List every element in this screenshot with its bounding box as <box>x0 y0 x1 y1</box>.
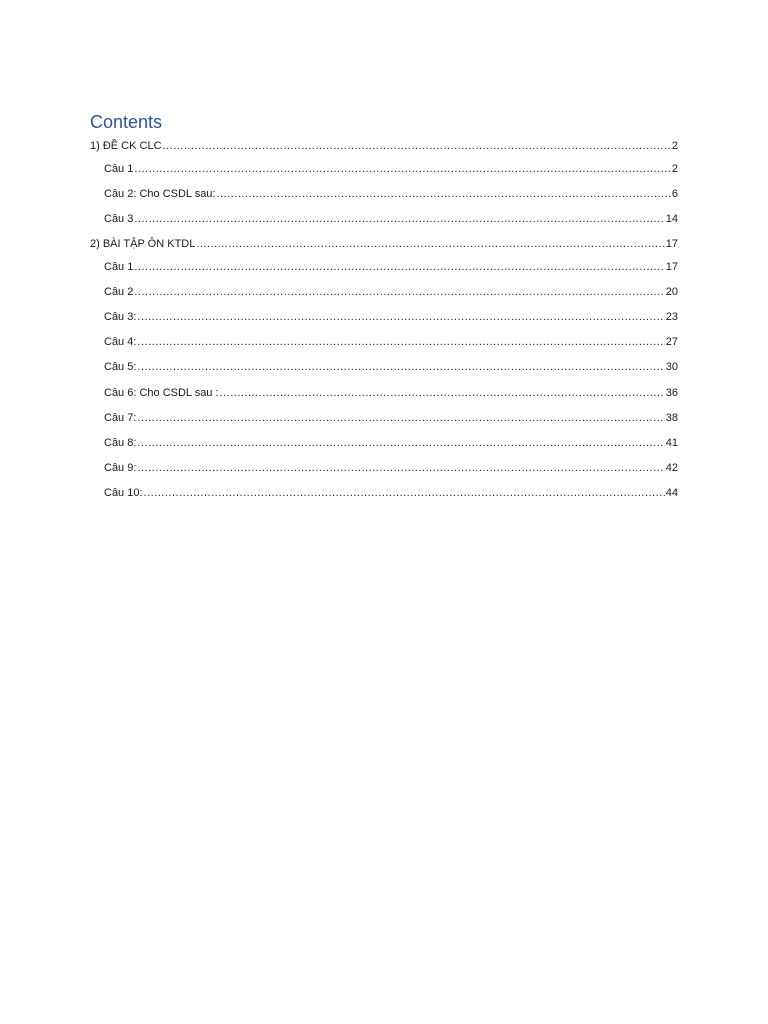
toc-page-number: 17 <box>665 260 678 273</box>
toc-list <box>90 135 678 506</box>
toc-page-number: 23 <box>665 310 678 323</box>
toc-entry[interactable] <box>90 305 678 330</box>
toc-page-number: 14 <box>665 213 678 226</box>
toc-page-number: 2 <box>671 140 678 152</box>
toc-entry-label: Câu 7: <box>104 411 137 424</box>
toc-dot-leader <box>137 305 664 330</box>
toc-dot-leader <box>137 456 664 481</box>
toc-dot-leader <box>137 330 664 355</box>
toc-page-number: 20 <box>665 285 678 298</box>
toc-entry[interactable] <box>90 135 678 157</box>
toc-dot-leader <box>137 431 664 456</box>
toc-entry-label: Câu 2: Cho CSDL sau: <box>104 188 216 201</box>
toc-entry[interactable] <box>90 481 678 506</box>
toc-page-number: 44 <box>665 487 678 500</box>
toc-entry[interactable] <box>90 207 678 232</box>
toc-dot-leader <box>134 207 664 232</box>
toc-entry-label: Câu 3: <box>104 310 137 323</box>
toc-dot-leader <box>163 135 671 157</box>
toc-entry-label: Câu 8: <box>104 436 137 449</box>
toc-entry-label: 2) BÀI TẬP ÔN KTDL <box>90 237 196 250</box>
toc-entry[interactable] <box>90 255 678 280</box>
toc-page-number: 41 <box>665 436 678 449</box>
toc-dot-leader <box>137 406 664 431</box>
toc-entry-label: Câu 6: Cho CSDL sau : <box>104 386 219 399</box>
toc-page-number: 6 <box>671 188 678 201</box>
toc-page-number: 2 <box>671 163 678 175</box>
toc-entry[interactable] <box>90 381 678 406</box>
toc-dot-leader <box>196 233 664 255</box>
toc-dot-leader <box>134 157 671 182</box>
toc-dot-leader <box>220 381 665 406</box>
toc-entry-label: Câu 9: <box>104 462 137 475</box>
toc-dot-leader <box>216 182 670 207</box>
toc-page-number: 38 <box>665 411 678 424</box>
toc-page-number: 27 <box>665 336 678 349</box>
toc-entry[interactable] <box>90 406 678 431</box>
toc-page-number: 36 <box>665 386 678 399</box>
toc-entry-label: Câu 10: <box>104 487 143 500</box>
toc-entry-label: Câu 3 <box>104 213 134 226</box>
table-of-contents <box>90 110 678 506</box>
toc-page-number: 30 <box>665 361 678 374</box>
toc-page-number: 42 <box>665 462 678 475</box>
toc-entry[interactable] <box>90 157 678 182</box>
toc-dot-leader <box>137 355 664 380</box>
toc-entry[interactable] <box>90 355 678 380</box>
toc-entry-label: Câu 5: <box>104 361 137 374</box>
toc-entry-label: Câu 1 <box>104 163 134 175</box>
toc-entry[interactable] <box>90 233 678 255</box>
toc-dot-leader <box>134 280 664 305</box>
toc-entry[interactable] <box>90 431 678 456</box>
toc-entry[interactable] <box>90 456 678 481</box>
toc-entry-label: 1) ĐỀ CK CLC <box>90 140 162 152</box>
toc-entry-label: Câu 4: <box>104 336 137 349</box>
toc-entry[interactable] <box>90 182 678 207</box>
toc-entry[interactable] <box>90 280 678 305</box>
toc-heading: Contents <box>90 112 163 132</box>
toc-page-number: 17 <box>665 237 678 250</box>
toc-entry-label: Câu 2 <box>104 285 134 298</box>
toc-entry-label: Câu 1 <box>104 260 134 273</box>
toc-entry[interactable] <box>90 330 678 355</box>
toc-dot-leader <box>134 255 664 280</box>
toc-dot-leader <box>144 481 665 506</box>
